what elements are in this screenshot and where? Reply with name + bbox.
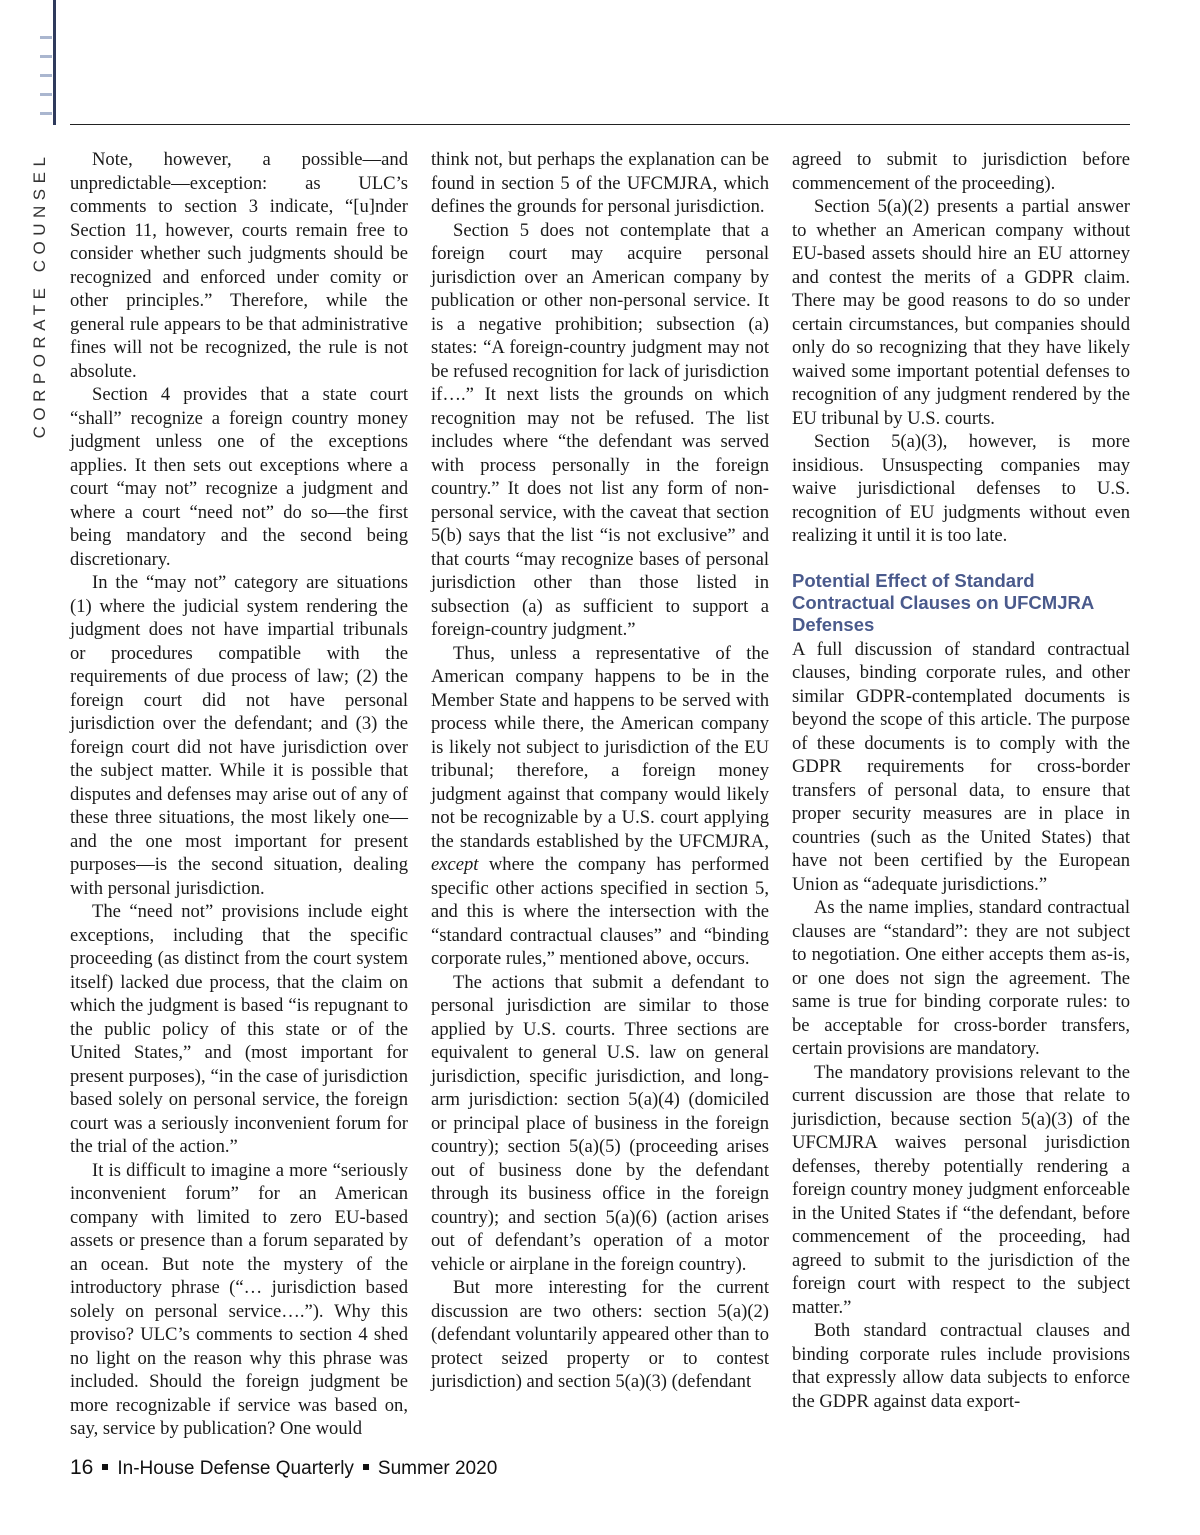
paragraph: Note, however, a possible—and unpredictable—exception: as ULC’s comments to section 3 indicate, “[u]nder Section 11, however, courts remain free to consider whether such judgments should be recognized and enforced under comity or other principles.” Therefore, while the general rule appears to be that administrative fines will not be recognized, the rule is not absolute.	[70, 149, 408, 382]
paragraph: Section 5(a)(3), however, is more insidious. Unsuspecting companies may waive jurisdictional defenses to U.S. recognition of EU judgments without even realizing it until it is too late.	[792, 431, 1130, 546]
section-heading: Potential Effect of Standard Contractual Clauses on UFCMJRA Defenses	[792, 569, 1094, 635]
paragraph-continued: think not, but perhaps the explanation can be found in section 5 of the UFCMJRA, which defines the grounds for personal jurisdiction.	[431, 149, 769, 217]
column-1	[70, 148, 408, 1441]
paragraph: The mandatory provisions relevant to the current discussion are those that relate to jurisdiction, because section 5(a)(3) of the UFCMJRA waives personal jurisdiction defenses, thereby potentially rendering a foreign country money judgment enforceable in the United States if “the defendant, before commencement of the proceeding, had agreed to submit to the jurisdiction of the foreign court with respect to the subject matter.”	[792, 1061, 1130, 1318]
paragraph: Both standard contractual clauses and binding corporate rules include provisions that expressly allow data subjects to enforce the GDPR against data export-	[792, 1320, 1130, 1412]
paragraph	[431, 642, 769, 971]
text-run: Thus, unless a representative of the American company happens to be in the Member State and happens to be served with process while there, the American company is likely not subject to jurisdiction of the EU tribunal; therefore, a foreign money judgment against that company would likely not be recognizable by a U.S. court applying the standards established by the UFCMJRA,	[431, 642, 769, 852]
paragraph: Section 4 provides that a state court “shall” recognize a foreign country money judgment unless one of the exceptions applies. It then sets out exceptions where a court “may not” recognize a judgment and where a court “need not” do so—the first being mandatory and the second being discretionary.	[70, 384, 408, 570]
paragraph: The actions that submit a defendant to personal jurisdiction are similar to those applied by U.S. courts. Three sections are equivalent to general U.S. law on general jurisdiction, specific jurisdiction, and long-arm jurisdiction: section 5(a)(4) (domiciled or principal place of business in the foreign country); section 5(a)(5) (proceeding arises out of business done by the defendant through its business office in the foreign country); and section 5(a)(6) (action arises out of defendant’s operation of a motor vehicle or airplane in the foreign country).	[431, 971, 769, 1275]
section-label: CORPORATE COUNSEL	[30, 151, 49, 439]
paragraph: A full discussion of standard contractual clauses, binding corporate rules, and other similar GDPR-contemplated documents is beyond the scope of this article. The purpose of these documents is to comply with the GDPR requirements for cross-border transfers of personal data, to ensure that proper security measures are in place in countries (such as the United States) that have not been certified by the European Union as “adequate jurisdictions.”	[792, 638, 1130, 895]
text-run: where the company has performed specific other actions specified in section 5, and this is where the intersection with the “standard contractual clauses” and “binding corporate rules,” mentioned above, occurs.	[431, 854, 769, 969]
paragraph: It is difficult to imagine a more “seriously inconvenient forum” for an American company with limited to zero EU-based assets or presence than a forum separated by an ocean. But note the mystery of the introductory phrase (“… jurisdiction based solely on personal service….”). Why this proviso? ULC’s comments to section 4 shed no light on the reason why this phrase was included. Should the foreign judgment be more recognizable if service was based on, say, service by publication? One would	[70, 1159, 408, 1439]
emphasis: except	[431, 854, 479, 875]
top-rule	[70, 124, 1130, 125]
paragraph: As the name implies, standard contractual clauses are “standard”: they are not subject to negotiation. One either accepts them as-is, or one does not sign the agreement. The same is true for binding corporate rules: to be acceptable for cross-border transfers, certain provisions are mandatory.	[792, 897, 1130, 1059]
page-footer	[70, 1456, 497, 1480]
side-decoration	[40, 0, 56, 125]
separator-square	[363, 1464, 369, 1470]
paragraph: Section 5(a)(2) presents a partial answer to whether an American company without EU-based assets should hire an EU attorney and contest the merits of a GDPR claim. There may be good reasons to do so under certain circumstances, but companies should only do so recognizing that they have likely waived some important potential defenses to recognition of any judgment rendered by the EU tribunal by U.S. courts.	[792, 196, 1130, 429]
separator-square	[102, 1464, 108, 1470]
paragraph: Section 5 does not contemplate that a foreign court may acquire personal jurisdiction over an American company by publication or other non-personal service. It is a negative prohibition; subsection (a) states: “A foreign-country judgment may not be refused recognition for lack of jurisdiction if….” It next lists the grounds on which recognition may not be refused. The list includes where “the defendant was served with process personally in the foreign country.” It does not list any form of non-personal service, with the caveat that section 5(b) says that the list “is not exclusive” and that courts “may recognize bases of personal jurisdiction other than those listed in subsection (a) as sufficient to support a foreign-country judgment.”	[431, 219, 769, 640]
paragraph: The “need not” provisions include eight exceptions, including that the specific proceeding (as distinct from the court system itself) lacked due process, that the claim on which the judgment is based “is repugnant to the public policy of this state or of the United States,” and (most important for present purposes), “in the case of jurisdiction based solely on personal service, the foreign court was a seriously inconvenient forum for the trial of the action.”	[70, 901, 408, 1157]
column-3	[792, 148, 1130, 1413]
column-2	[431, 148, 769, 1394]
page-number: 16	[70, 1456, 94, 1479]
publication-name: In-House Defense Quarterly	[117, 1458, 354, 1479]
paragraph: In the “may not” category are situations (1) where the judicial system rendering the judgment does not have impartial tribunals or procedures compatible with the requirements of due process of law; (2) the foreign court did not have personal jurisdiction over the defendant; and (3) the foreign court did not have jurisdiction over the subject matter. While it is possible that disputes and defenses may arise out of any of these three situations, the most likely one—and the one most important for present purposes—is the second situation, dealing with personal jurisdiction.	[70, 572, 408, 899]
paragraph: But more interesting for the current discussion are two others: section 5(a)(2) (defendant voluntarily appeared other than to protect seized property or to contest jurisdiction) and section 5(a)(3) (defendant	[431, 1277, 769, 1392]
paragraph-continued: agreed to submit to jurisdiction before commencement of the proceeding).	[792, 149, 1130, 194]
issue-date: Summer 2020	[377, 1458, 498, 1479]
